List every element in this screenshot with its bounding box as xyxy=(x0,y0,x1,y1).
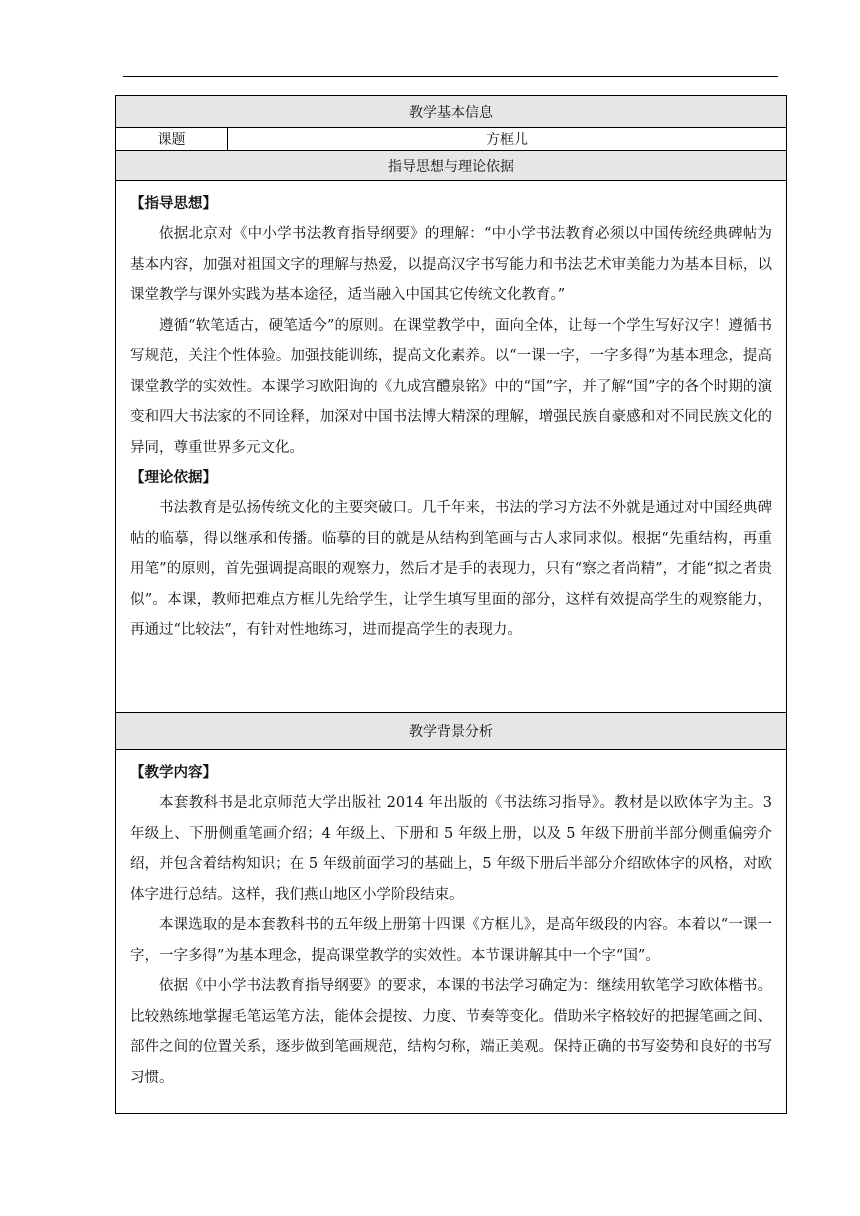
background-section xyxy=(116,750,787,1114)
theory-basis-heading: 【理论依据】 xyxy=(130,470,217,486)
guiding-thought-paragraph-1: 依据北京对《中小学书法教育指导纲要》的理解：“中小学书法教育必须以中国传统经典碑帖为基本内容，加强对祖国文字的理解与热爱，以提高汉字书写能力和书法艺术审美能力为基本目标，以课堂教学与课外实践为基本途径，适当融入中国其它传统文化教育。” xyxy=(130,226,772,303)
guiding-thought-heading: 【指导思想】 xyxy=(130,196,217,212)
basic-info-header: 教学基本信息 xyxy=(116,96,787,128)
teaching-content-heading: 【教学内容】 xyxy=(130,765,217,781)
teaching-content-paragraph-1: 本套教科书是北京师范大学出版社 2014 年出版的《书法练习指导》。教材是以欧体字为主。3 年级上、下册侧重笔画介绍；4 年级上、下册和 5 年级上册，以及 5 年级下册前半部分侧重偏旁介绍，并包含着结构知识；在 5 年级前面学习的基础上，5 年级下册后半部分介绍欧体字的风格，对欧体字进行总结。这样，我们燕山地区小学阶段结束。 xyxy=(130,795,772,903)
teaching-content-paragraph-3: 依据《中小学书法教育指导纲要》的要求，本课的书法学习确定为：继续用软笔学习欧体楷书。比较熟练地掌握毛笔运笔方法，能体会提按、力度、节奏等变化。借助米字格较好的把握笔画之间、部件之间的位置关系，逐步做到笔画规范，结构匀称，端正美观。保持正确的书写姿势和良好的书写习惯。 xyxy=(130,978,772,1086)
background-header: 教学背景分析 xyxy=(116,713,787,750)
lesson-plan-table xyxy=(115,95,787,1114)
topic-value: 方框儿 xyxy=(228,128,787,151)
topic-label: 课题 xyxy=(116,128,228,151)
teaching-content-paragraph-2: 本课选取的是本套教科书的五年级上册第十四课《方框儿》，是高年级段的内容。本着以“一课一字，一字多得”为基本理念，提高课堂教学的实效性。本节课讲解其中一个字“国”。 xyxy=(130,917,772,964)
guidance-header: 指导思想与理论依据 xyxy=(116,151,787,181)
guiding-thought-paragraph-2: 遵循“软笔适古，硬笔适今”的原则。在课堂教学中，面向全体，让每一个学生写好汉字！遵循书写规范，关注个性体验。加强技能训练，提高文化素养。以“一课一字，一字多得”为基本理念，提高课堂教学的实效性。本课学习欧阳询的《九成宫醴泉铭》中的“国”字，并了解“国”字的各个时期的演变和四大书法家的不同诠释，加深对中国书法博大精深的理解，增强民族自豪感和对不同民族文化的异同，尊重世界多元文化。 xyxy=(130,317,772,456)
header-rule xyxy=(123,76,778,77)
guidance-section xyxy=(116,181,787,713)
theory-basis-paragraph: 书法教育是弘扬传统文化的主要突破口。几千年来，书法的学习方法不外就是通过对中国经典碑帖的临摹，得以继承和传播。临摹的目的就是从结构到笔画与古人求同求似。根据“先重结构，再重用笔”的原则，首先强调提高眼的观察力，然后才是手的表现力，只有“察之者尚精”，才能“拟之者贵似”。本课，教师把难点方框儿先给学生，让学生填写里面的部分，这样有效提高学生的观察能力，再通过“比较法”，有针对性地练习，进而提高学生的表现力。 xyxy=(130,500,772,638)
